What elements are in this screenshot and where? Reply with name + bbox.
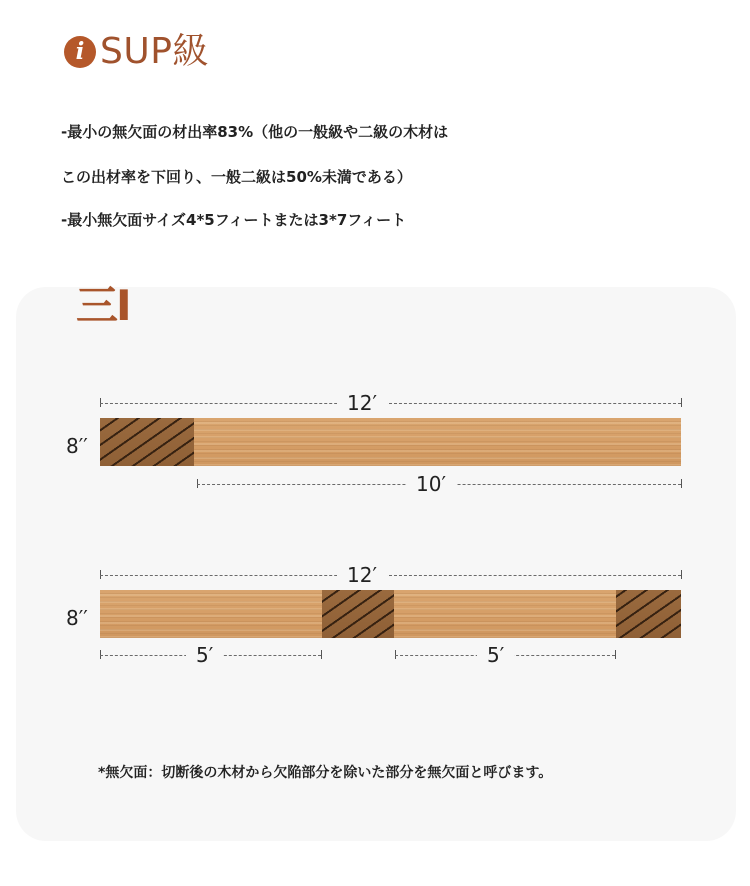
board2-width-label: 8′′ xyxy=(66,606,88,630)
dim-tick xyxy=(681,398,682,407)
board2-clear-section-right xyxy=(394,590,616,638)
board1-length-dimension xyxy=(100,403,681,404)
dim-tick xyxy=(681,479,682,488)
board1-width-label: 8′′ xyxy=(66,434,88,458)
board2-clear-section-left xyxy=(100,590,322,638)
board1 xyxy=(100,418,681,466)
description-line-2: この出材率を下回り、一般二級は50%未満である） xyxy=(61,168,412,186)
board2-defect-section-middle xyxy=(322,590,394,638)
board2 xyxy=(100,590,681,638)
info-icon: i xyxy=(64,36,96,68)
board2-clear-right-label: 5′ xyxy=(477,643,514,667)
board2-clear-left-label: 5′ xyxy=(186,643,223,667)
board1-length-label: 12′ xyxy=(337,391,387,415)
footnote: *無欠面：切断後の木材から欠陥部分を除いた部分を無欠面と呼びます。 xyxy=(98,765,553,781)
description-line-3: -最小無欠面サイズ4*5フィートまたは3*7フィート xyxy=(61,211,407,229)
board2-defect-section-end xyxy=(616,590,681,638)
board2-length-label: 12′ xyxy=(337,563,387,587)
board1-clear-label: 10′ xyxy=(406,472,456,496)
grade-mark: 三I xyxy=(76,281,130,330)
board1-clear-section xyxy=(194,418,681,466)
page-title: SUP級 xyxy=(100,31,209,72)
dim-tick xyxy=(681,570,682,579)
dim-tick xyxy=(321,650,322,659)
dim-tick xyxy=(615,650,616,659)
board1-defect-section xyxy=(100,418,194,466)
board2-length-dimension xyxy=(100,575,681,576)
description-line-1: -最小の無欠面の材出率83%（他の一般級や二級の木材は xyxy=(61,123,449,141)
